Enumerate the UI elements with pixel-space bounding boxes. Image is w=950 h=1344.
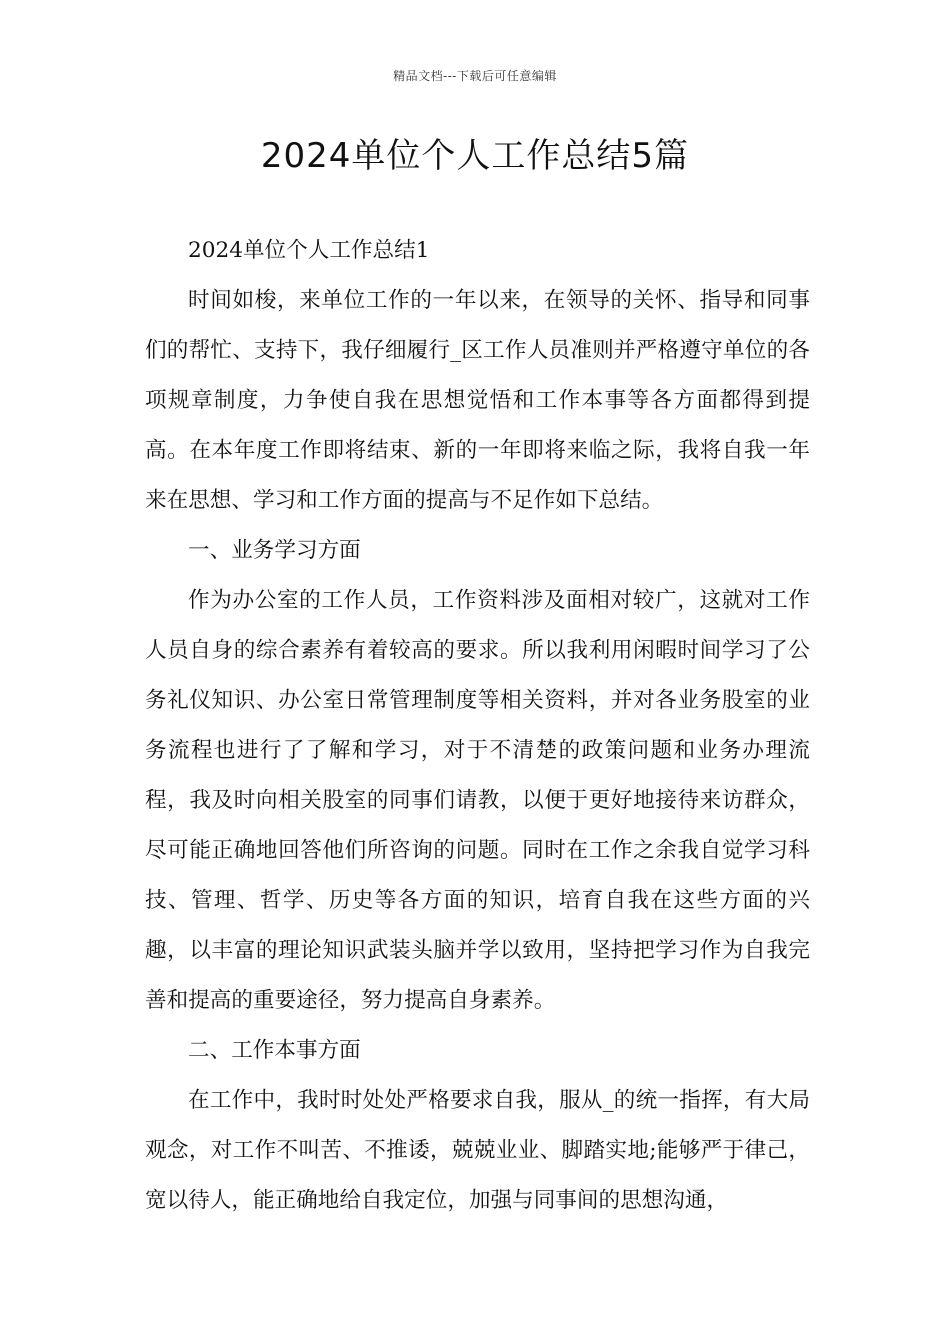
section-subtitle: 2024单位个人工作总结1 (188, 238, 430, 263)
document-title: 2024单位个人工作总结5篇 (260, 136, 690, 176)
paragraph-work: 在工作中，我时时处处严格要求自我，服从_的统一指挥，有大局观念，对工作不叫苦、不推诿，兢兢业业、脚踏实地;能够严于律己，宽以待人，能正确地给自我定位，加强与同事间的思想沟通， (145, 1088, 810, 1213)
paragraph-intro: 时间如梭，来单位工作的一年以来，在领导的关怀、指导和同事们的帮忙、支持下，我仔细履行_区工作人员准则并严格遵守单位的各项规章制度，力争使自我在思想觉悟和工作本事等各方面都得到提高。在本年度工作即将结束、新的一年即将来临之际，我将自我一年来在思想、学习和工作方面的提高与不足作如下总结。 (145, 288, 810, 513)
header-note: 精品文档---下载后可任意编辑 (393, 69, 557, 83)
paragraph-study: 作为办公室的工作人员，工作资料涉及面相对较广，这就对工作人员自身的综合素养有着较高的要求。所以我利用闲暇时间学习了公务礼仪知识、办公室日常管理制度等相关资料，并对各业务股室的业务流程也进行了了解和学习，对于不清楚的政策问题和业务办理流程，我及时向相关股室的同事们请教，以便于更好地接待来访群众，尽可能正确地回答他们所咨询的问题。同时在工作之余我自觉学习科技、管理、哲学、历史等各方面的知识，培育自我在这些方面的兴趣，以丰富的理论知识武装头脑并学以致用，坚持把学习作为自我完善和提高的重要途径，努力提高自身素养。 (145, 588, 810, 1013)
document-body (145, 226, 810, 1226)
section-heading-study: 一、业务学习方面 (188, 538, 361, 563)
section-heading-work: 二、工作本事方面 (188, 1038, 361, 1063)
